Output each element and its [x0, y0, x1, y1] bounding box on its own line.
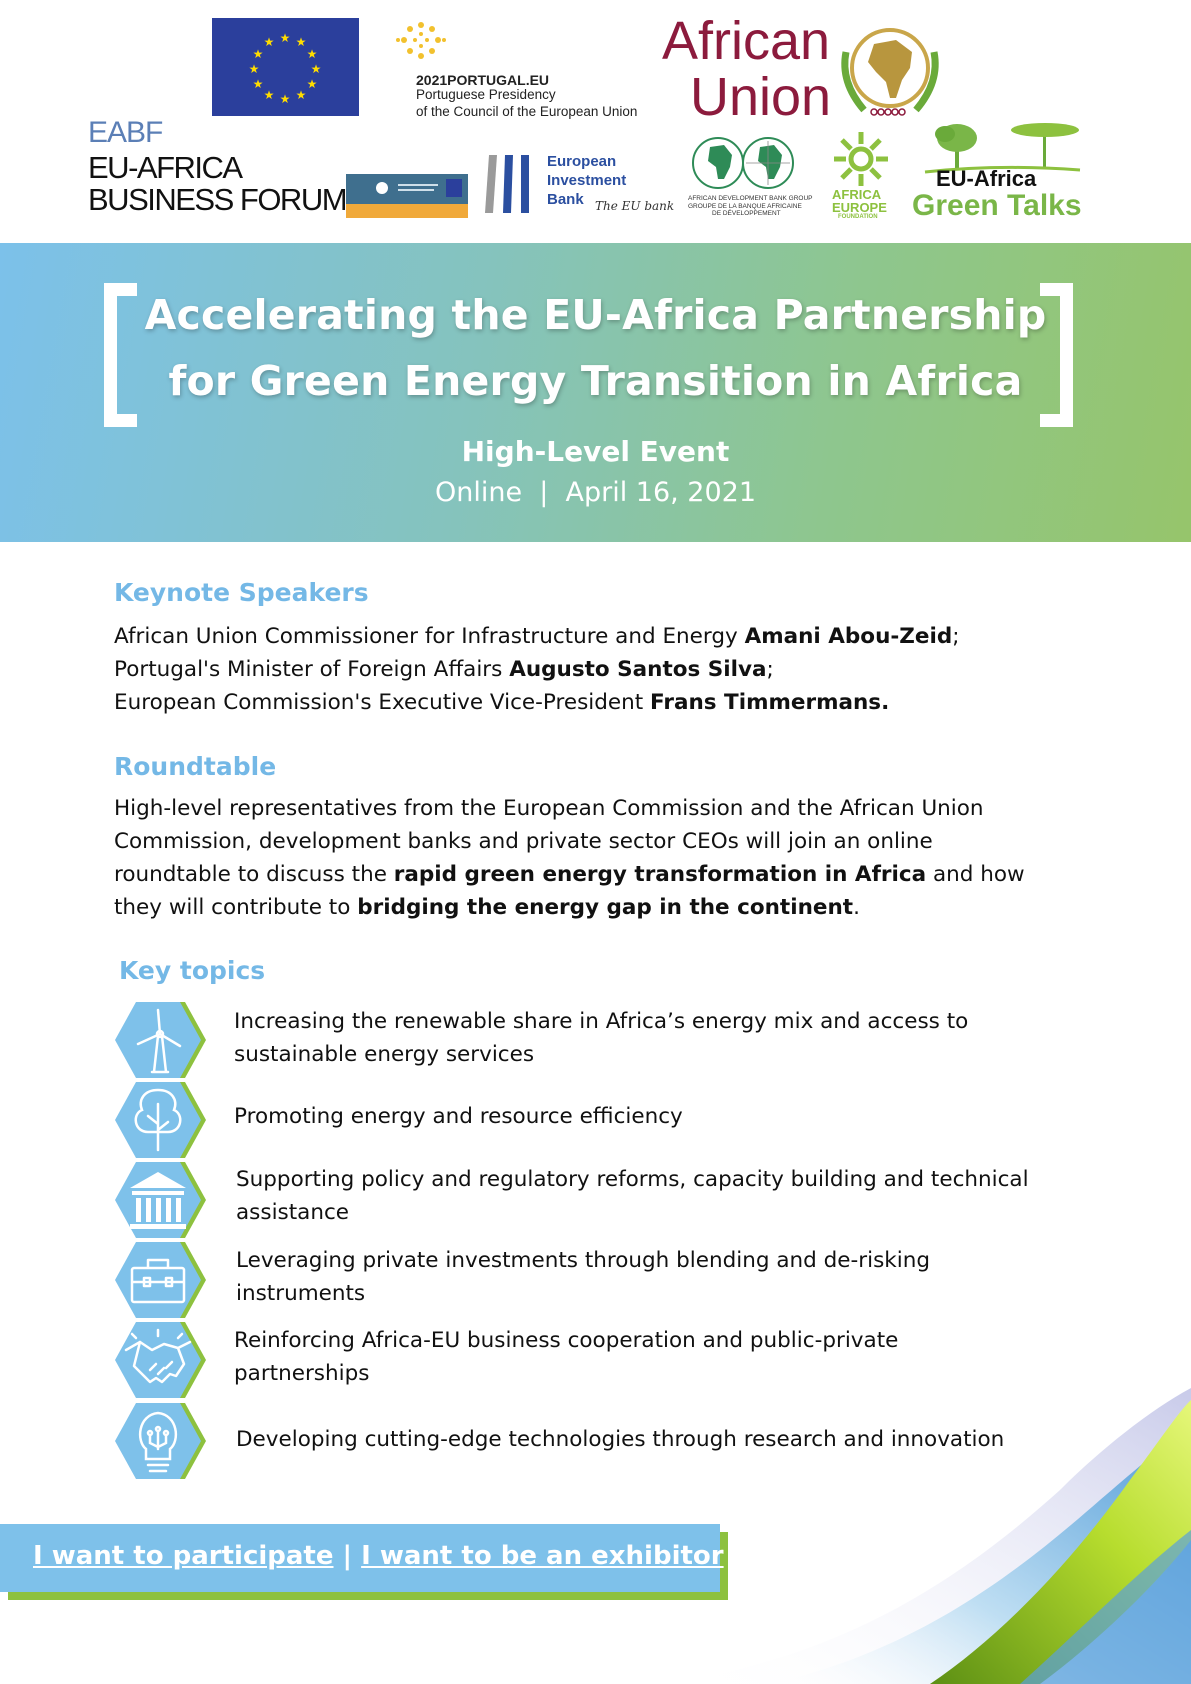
- handshake-icon: [114, 1320, 206, 1400]
- svg-text:★: ★: [263, 35, 275, 49]
- keynote-heading: Keynote Speakers: [114, 578, 369, 607]
- eib-bars-icon: [483, 153, 538, 215]
- tree-icon: [114, 1080, 206, 1160]
- hero-title-line1: Accelerating the EU-Africa Partnership: [144, 291, 1047, 339]
- eabf-line2: BUSINESS FORUM: [88, 182, 347, 217]
- eib-line1: European: [547, 153, 617, 170]
- roundtable-line3: roundtable to discuss the rapid green energy transformation in Africa and how: [114, 862, 1025, 887]
- green-talks-line1: EU-Africa: [936, 166, 1037, 191]
- wind-turbine-icon: [114, 1000, 206, 1080]
- portugal-presidency-sun-icon: [394, 20, 448, 68]
- keynote-speaker-3: European Commission's Executive Vice-President Frans Timmermans.: [114, 690, 890, 715]
- svg-text:★: ★: [306, 77, 318, 91]
- portugal-presidency-brand: 2021PORTUGAL.EU: [416, 72, 550, 88]
- svg-text:★: ★: [252, 47, 264, 61]
- topic-3-text: Supporting policy and regulatory reforms, capacity building and technical assistance: [236, 1167, 1029, 1225]
- svg-text:★: ★: [263, 88, 275, 102]
- svg-text:★: ★: [279, 92, 291, 106]
- participate-link[interactable]: I want to participate: [33, 1541, 334, 1571]
- key-topics-heading: Key topics: [119, 956, 266, 985]
- topic-5-text: Reinforcing Africa-EU business cooperation and public-private partnerships: [234, 1328, 899, 1386]
- svg-text:★: ★: [310, 62, 322, 76]
- topic-2-text: Promoting energy and resource efficiency: [234, 1104, 683, 1129]
- african-union-word1: African: [662, 11, 831, 71]
- svg-text:★: ★: [295, 35, 307, 49]
- keynote-speaker-2: Portugal's Minister of Foreign Affairs Augusto Santos Silva;: [114, 657, 774, 682]
- african-union-word2: Union: [690, 67, 832, 127]
- svg-text:★: ★: [252, 77, 264, 91]
- briefcase-icon: [114, 1240, 206, 1320]
- eabf-abbreviation: EABF: [88, 116, 163, 149]
- roundtable-line2: Commission, development banks and private sector CEOs will join an online: [114, 829, 933, 854]
- keynote-speakers: [114, 620, 1074, 719]
- green-talks-line2: Green Talks: [912, 189, 1082, 222]
- hero-subtitle: High-Level Event: [461, 435, 730, 468]
- portugal-presidency-line1: Portuguese Presidency: [416, 87, 556, 102]
- roundtable-line1: High-level representatives from the European Commission and the African Union: [114, 796, 984, 821]
- lightbulb-icon: [114, 1401, 206, 1481]
- afdb-line2: GROUPE DE LA BANQUE AFRICAINE: [688, 203, 802, 210]
- afdb-line3: DE DÉVELOPPEMENT: [712, 210, 781, 217]
- exhibitor-link[interactable]: I want to be an exhibitor: [361, 1541, 724, 1571]
- afdb-emblems-icon: [688, 133, 798, 193]
- eu-flag-icon: [212, 18, 359, 116]
- africa-eu-energy-partnership-logo: [346, 174, 468, 218]
- roundtable-heading: Roundtable: [114, 752, 277, 781]
- topic-4-text: Leveraging private investments through blending and de-risking instruments: [236, 1248, 930, 1306]
- roundtable-description: [114, 792, 1074, 924]
- african-union-emblem-icon: [834, 22, 946, 122]
- roundtable-line4: they will contribute to bridging the energy gap in the continent.: [114, 895, 860, 920]
- eabf-line1: EU-AFRICA: [88, 150, 242, 185]
- aef-line1: AFRICA: [832, 187, 882, 202]
- eib-line2: Investment: [547, 172, 627, 189]
- institution-icon: [114, 1160, 206, 1240]
- topic-1-text: Increasing the renewable share in Africa’s energy mix and access to sustainable energy services: [234, 1009, 969, 1067]
- afdb-line1: AFRICAN DEVELOPMENT BANK GROUP: [688, 195, 813, 202]
- cta-bar: [0, 1524, 724, 1592]
- svg-text:★: ★: [279, 31, 291, 45]
- africa-europe-foundation-icon: [830, 130, 892, 188]
- aef-line3: FOUNDATION: [838, 214, 878, 220]
- logo-strip: [0, 0, 1191, 243]
- portugal-presidency-line2: of the Council of the European Union: [416, 104, 638, 119]
- keynote-speaker-1: African Union Commissioner for Infrastructure and Energy Amani Abou-Zeid;: [114, 624, 960, 649]
- eib-tagline: The EU bank: [595, 199, 675, 213]
- hero-banner: [0, 243, 1191, 542]
- hero-event-meta: Online | April 16, 2021: [434, 477, 757, 508]
- svg-text:★: ★: [248, 62, 260, 76]
- svg-text:★: ★: [306, 47, 318, 61]
- eib-line3: Bank: [547, 191, 584, 208]
- topic-6-text: Developing cutting-edge technologies through research and innovation: [236, 1427, 1005, 1452]
- hero-title-line2: for Green Energy Transition in Africa: [168, 357, 1023, 405]
- aef-line2: EUROPE: [832, 200, 887, 215]
- cta-separator: |: [333, 1541, 362, 1571]
- svg-text:★: ★: [295, 88, 307, 102]
